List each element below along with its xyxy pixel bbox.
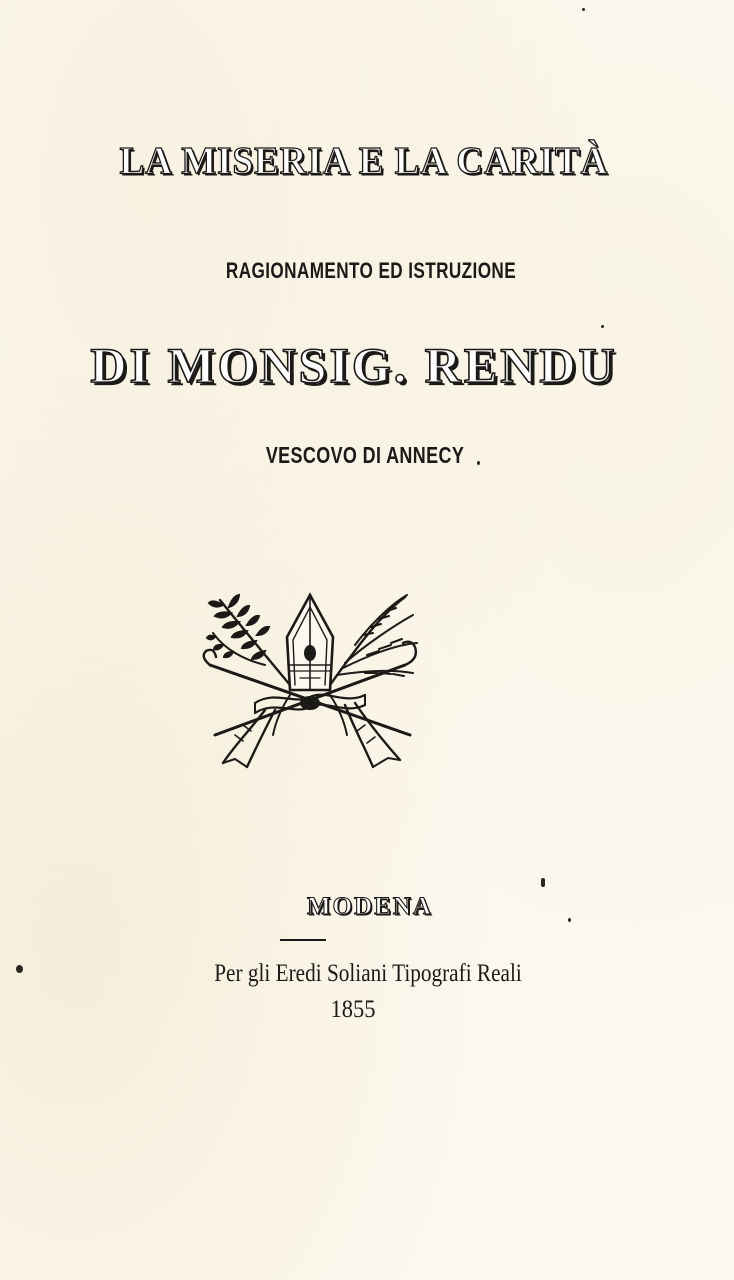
imprint-place: MODENA	[307, 893, 433, 920]
imprint-year: 1855	[330, 996, 376, 1023]
episcopal-mitre-and-crozier-vignette-icon	[195, 585, 425, 775]
foxing-speck	[477, 461, 480, 465]
foxing-speck	[582, 8, 585, 11]
foxing-speck	[601, 325, 604, 328]
foxing-speck	[568, 918, 571, 922]
author-title: VESCOVO DI ANNECY	[265, 442, 465, 468]
imprint-divider	[280, 939, 326, 941]
bleed-through-lines	[150, 205, 165, 222]
book-subtitle: RAGIONAMENTO ED ISTRUZIONE	[225, 258, 517, 283]
book-title: LA MISERIA E LA CARITÀ	[119, 139, 609, 184]
foxing-speck	[541, 878, 545, 887]
imprint-publisher: Per gli Eredi Soliani Tipografi Reali	[214, 960, 522, 987]
foxing-speck	[16, 965, 23, 973]
author-name: DI MONSIG. RENDU	[90, 337, 618, 393]
